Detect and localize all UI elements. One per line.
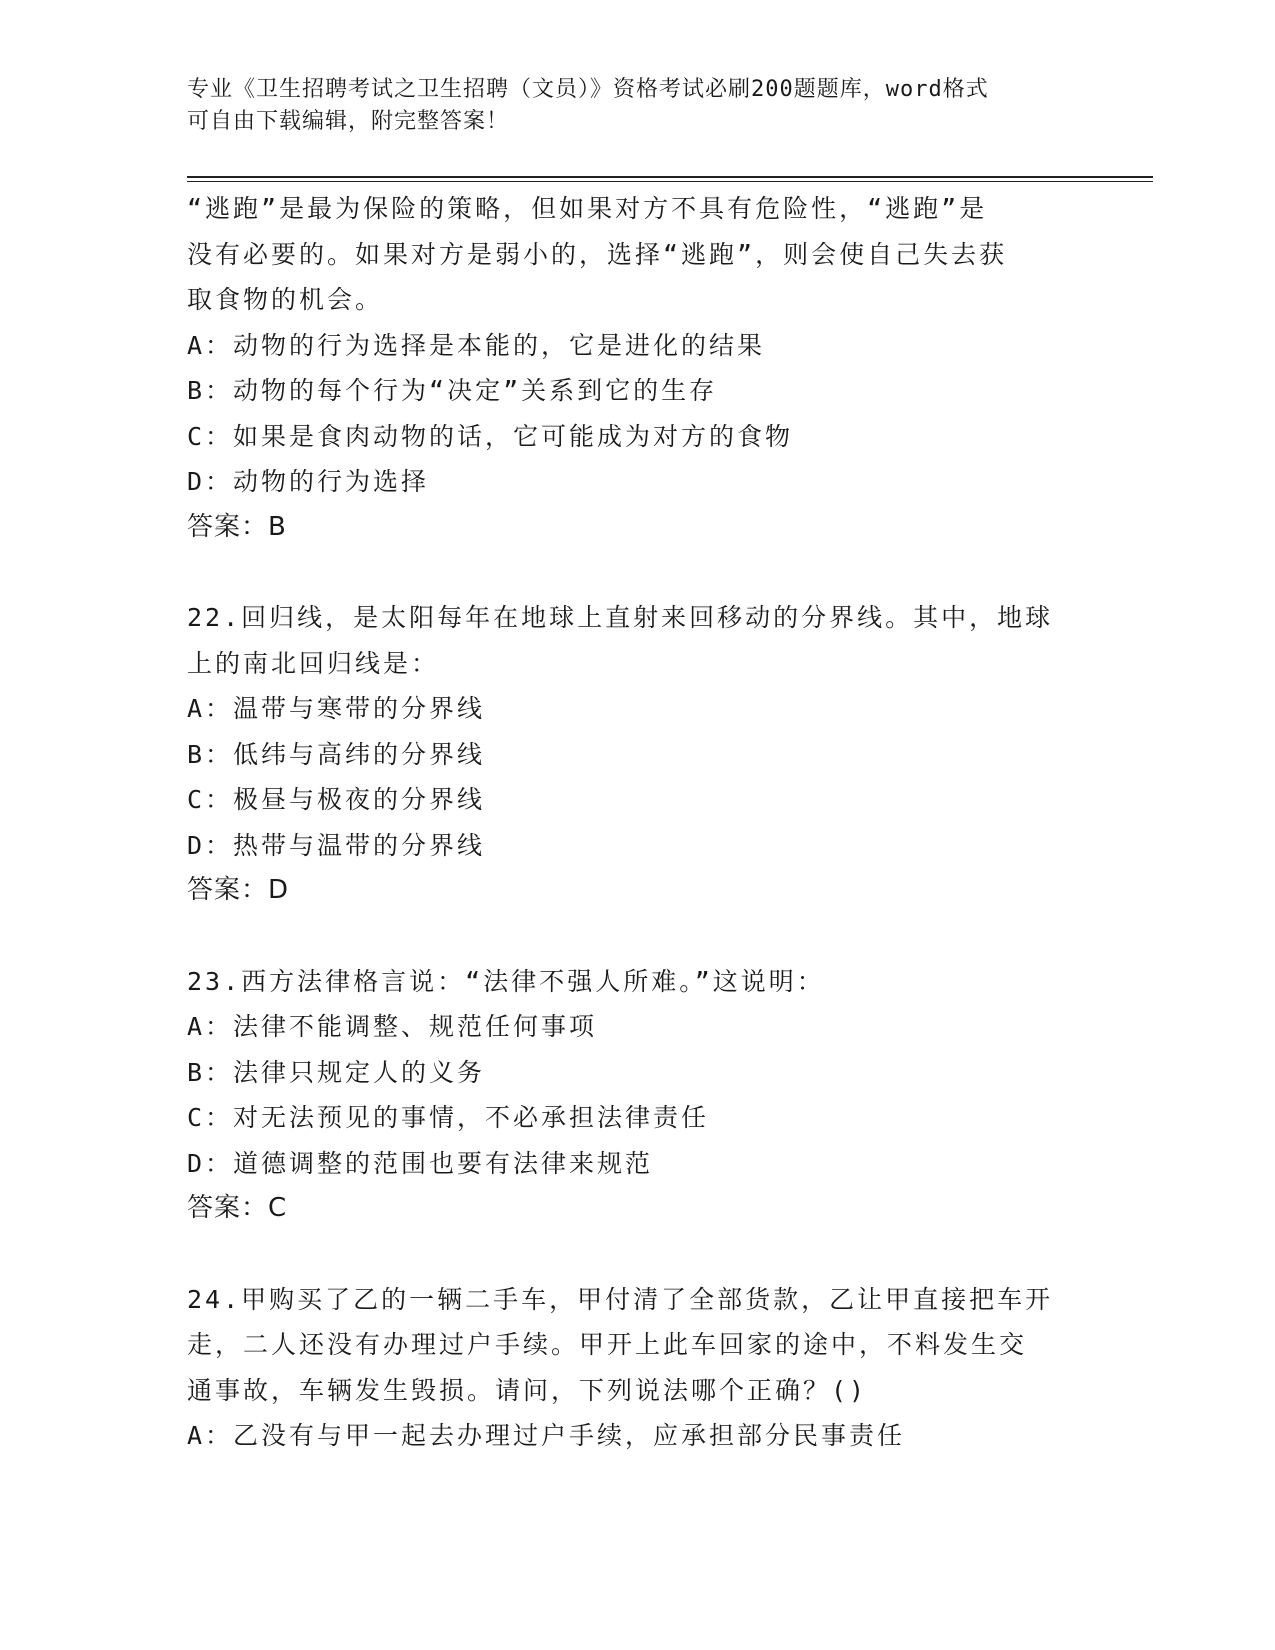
option-b: B：动物的每个行为“决定”关系到它的生存	[187, 376, 718, 405]
question-block	[187, 959, 1087, 1232]
question-text-line: 22.回归线，是太阳每年在地球上直射来回移动的分界线。其中，地球	[187, 603, 1054, 632]
spacer	[187, 550, 1087, 595]
question-text-line: 取食物的机会。	[187, 285, 384, 314]
header-divider-thin	[187, 181, 1153, 182]
answer-label: 答案：C	[187, 1193, 288, 1223]
header-divider-thick	[187, 176, 1153, 178]
answer-label: 答案：D	[187, 875, 290, 905]
question-text-line: 23.西方法律格言说：“法律不强人所难。”这说明：	[187, 966, 825, 996]
option-a: A：温带与寒带的分界线	[187, 694, 486, 723]
option-b: B：法律只规定人的义务	[187, 1057, 486, 1087]
option-b: B：低纬与高纬的分界线	[187, 739, 486, 769]
spacer	[187, 914, 1087, 959]
answer-label: 答案：B	[187, 511, 287, 542]
option-c: C：极昼与极夜的分界线	[187, 785, 486, 814]
option-d: D：动物的行为选择	[187, 467, 430, 496]
option-d: D：道德调整的范围也要有法律来规范	[187, 1148, 654, 1178]
option-c: C：对无法预见的事情，不必承担法律责任	[187, 1103, 710, 1132]
option-a: A：动物的行为选择是本能的，它是进化的结果	[187, 330, 766, 360]
question-block	[187, 186, 1087, 550]
question-text-line: 通事故，车辆发生毁损。请问，下列说法哪个正确？()	[187, 1375, 868, 1405]
question-block	[187, 595, 1087, 914]
spacer	[187, 1232, 1087, 1277]
question-text-line: 走，二人还没有办理过户手续。甲开上此车回家的途中，不料发生交	[187, 1330, 1028, 1359]
question-list	[187, 186, 1087, 1459]
question-block	[187, 1277, 1087, 1459]
option-c: C：如果是食肉动物的话，它可能成为对方的食物	[187, 421, 794, 451]
header-title-line-2: 可自由下载编辑，附完整答案！	[187, 109, 510, 134]
question-text-line: 上的南北回归线是：	[187, 648, 440, 678]
option-d: D：热带与温带的分界线	[187, 830, 486, 860]
question-text-line: 24.甲购买了乙的一辆二手车，甲付清了全部货款，乙让甲直接把车开	[187, 1284, 1054, 1314]
question-text-line: “逃跑”是最为保险的策略，但如果对方不具有危险性，“逃跑”是	[187, 194, 988, 223]
document-header	[187, 74, 1087, 138]
header-title-line-1: 专业《卫生招聘考试之卫生招聘（文员）》资格考试必刷200题题库，word格式	[187, 77, 989, 102]
question-text-line: 没有必要的。如果对方是弱小的，选择“逃跑”，则会使自己失去获	[187, 239, 1008, 269]
option-a: A：乙没有与甲一起去办理过户手续，应承担部分民事责任	[187, 1421, 906, 1450]
option-a: A：法律不能调整、规范任何事项	[187, 1012, 598, 1041]
